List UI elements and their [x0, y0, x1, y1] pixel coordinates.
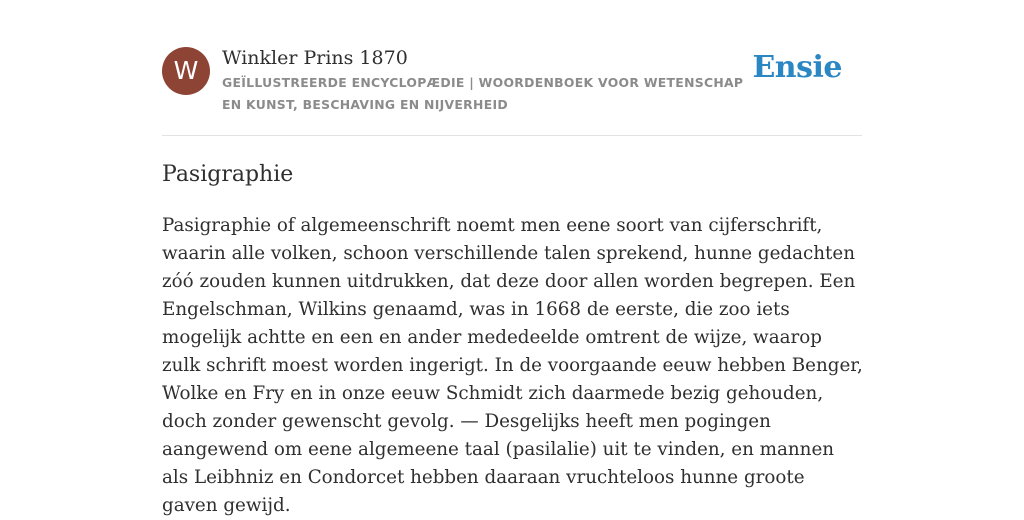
source-avatar: W: [162, 47, 210, 95]
entry-body: Pasigraphie of algemeenschrift noemt men eene soort van cijferschrift, waarin alle volken, schoon verschillende talen sprekend, hunne gedachten zóó zouden kunnen uitdrukken, dat deze door allen worden begrepen. Een Engelschman, Wilkins genaamd, was in 1668 de eerste, die zoo iets mogelijk achtte en een en ander mededeelde omtrent de wijze, waarop zulk schrift moest worden ingerigt. In de voorgaande eeuw hebben Benger, Wolke en Fry en in onze eeuw Schmidt zich daarmede bezig gehouden, doch zonder gewenscht gevolg. — Desgelijks heeft men pogingen aangewend om eene algemeene taal (pasilalie) uit te vinden, en mannen als Leibhniz en Condorcet hebben daaraan vruchteloos hunne groote gaven gewijd.: [162, 215, 863, 516]
entry-card: [162, 44, 863, 516]
ensie-logo-link[interactable]: Ensie: [752, 50, 842, 85]
source-title[interactable]: Winkler Prins 1870: [222, 47, 408, 69]
source-info: [222, 44, 752, 116]
source-header: [162, 44, 862, 136]
source-subtitle: GEÏLLUSTREERDE ENCYCLOPÆDIE | WOORDENBOEK VOOR WETENSCHAP EN KUNST, BESCHAVING EN NIJVERHEID: [222, 75, 744, 112]
entry-title: Pasigraphie: [162, 162, 294, 187]
